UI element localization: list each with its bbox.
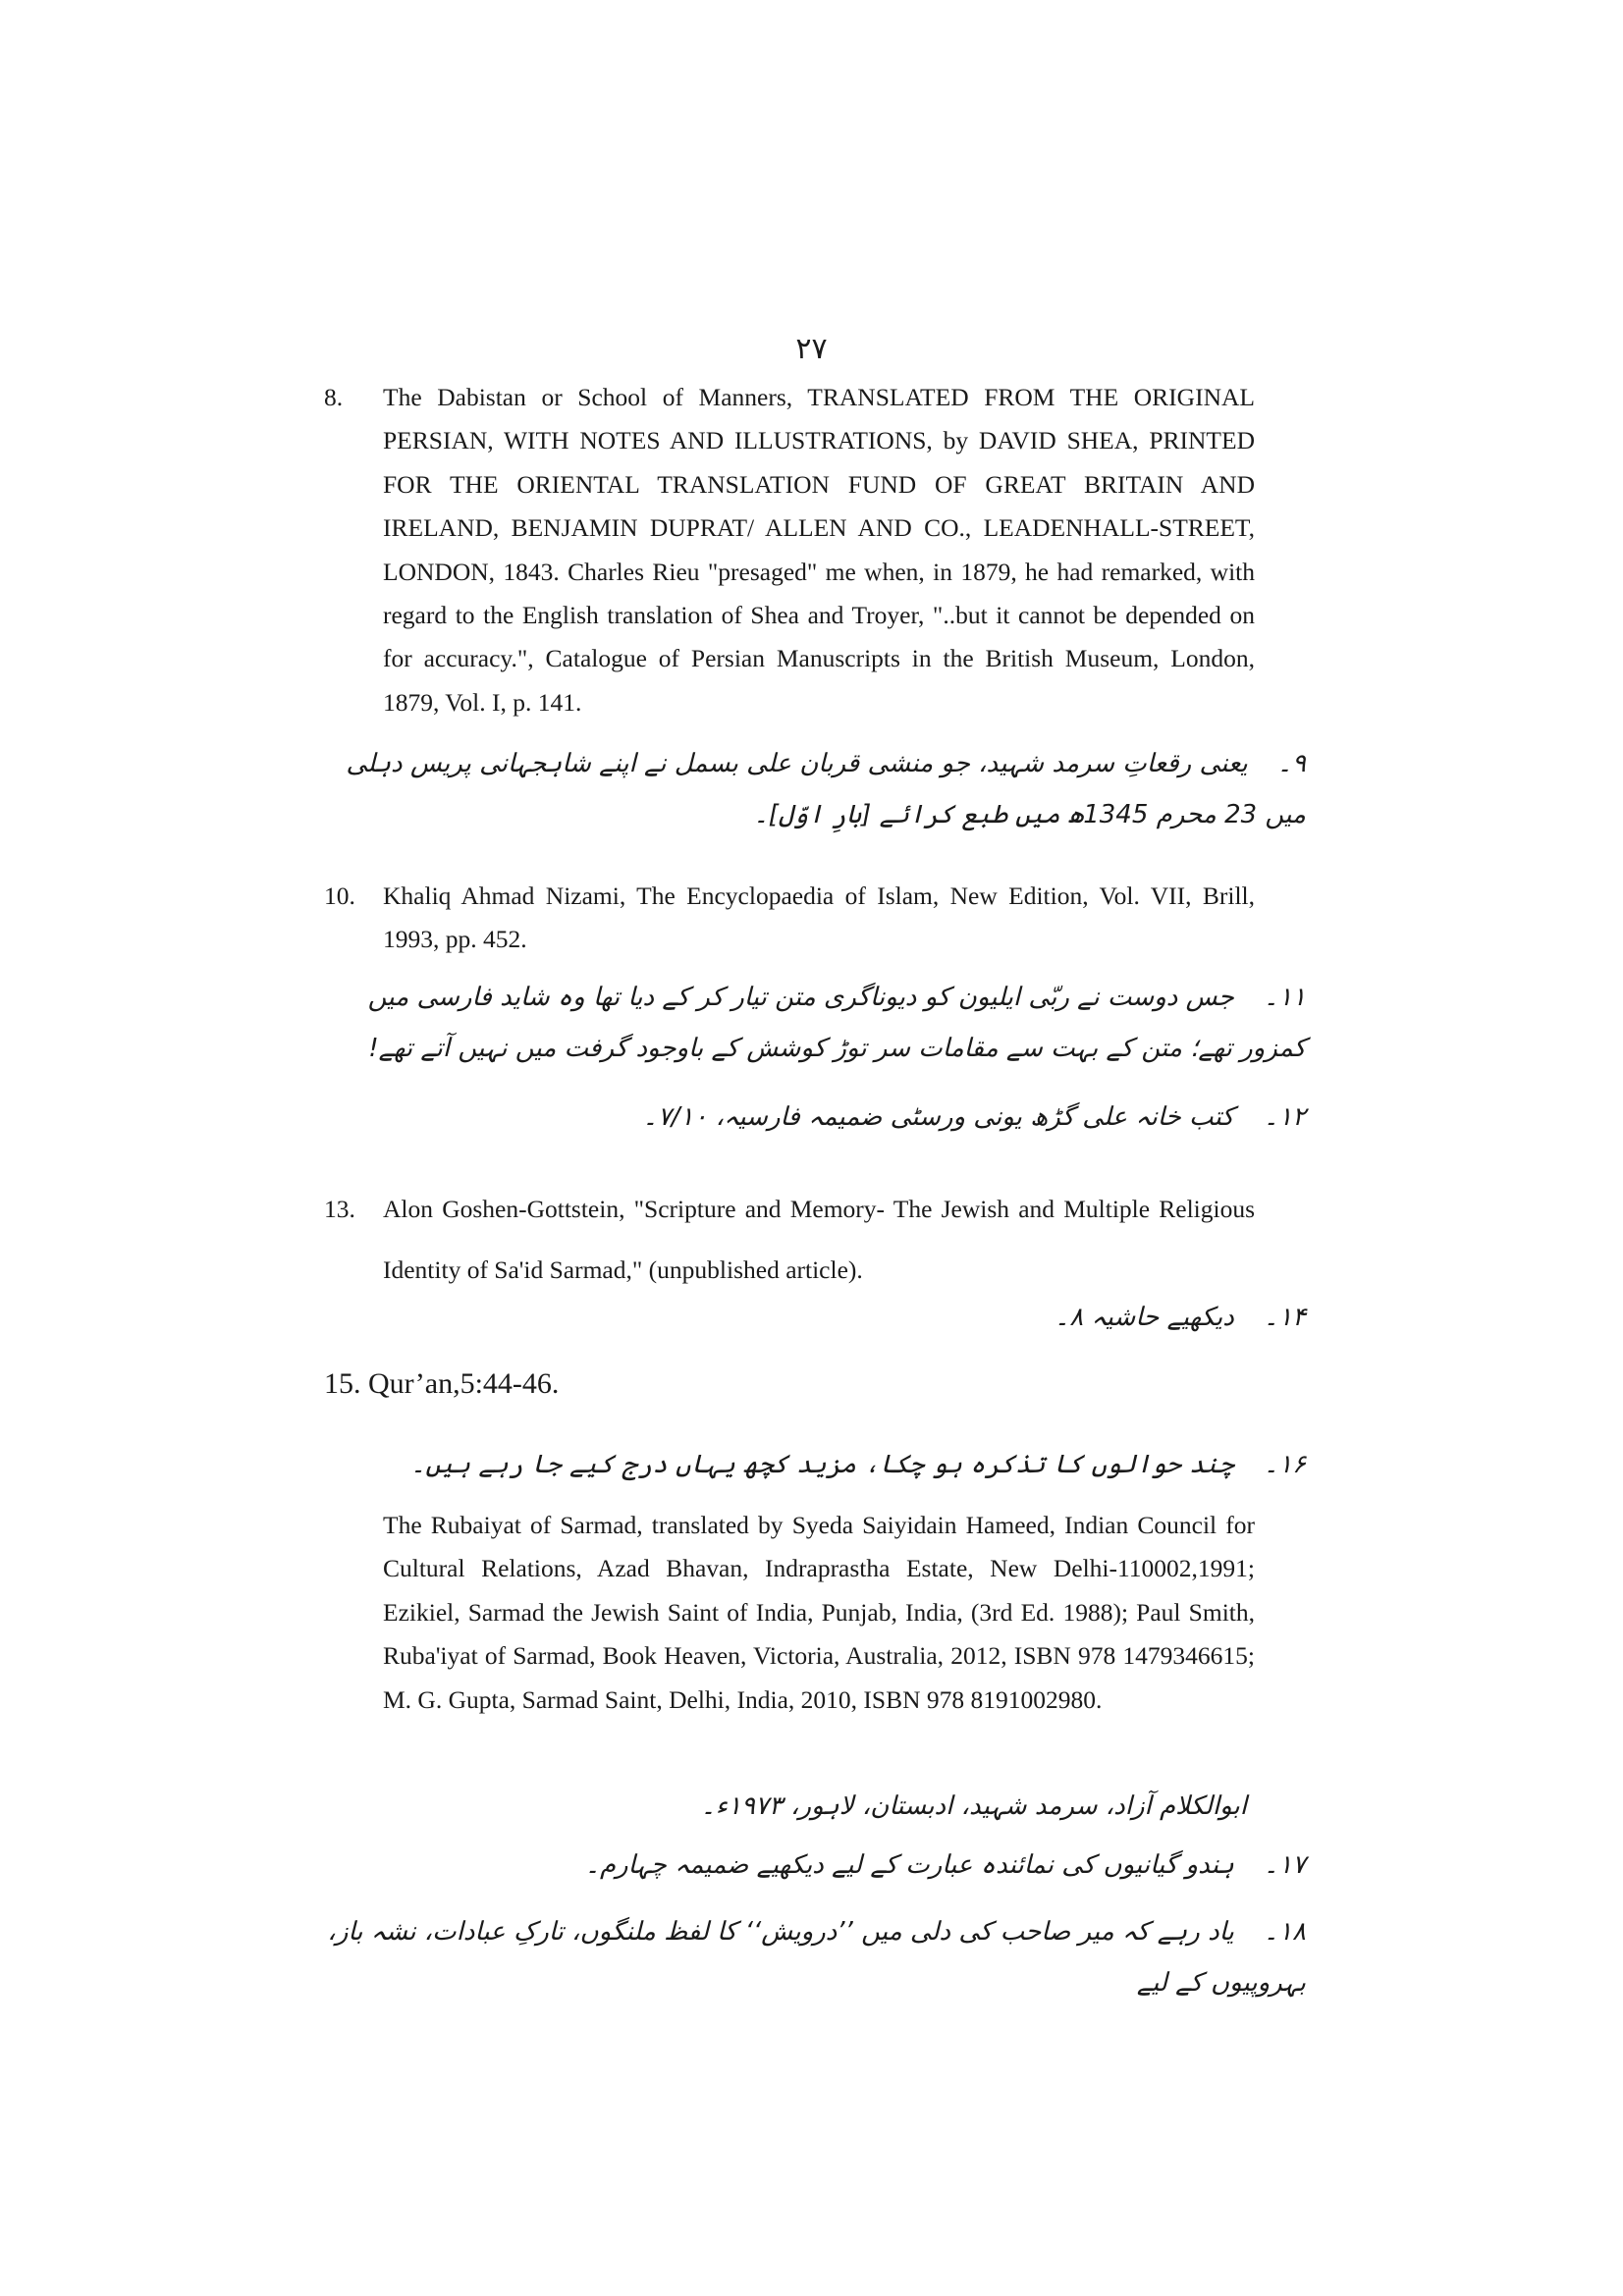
footnote-number: 10.: [324, 881, 355, 910]
footnote-text: جس دوست نے ربّی ایلیون کو دیوناگری متن تیار کر کے دیا تھا وہ شاید فارسی میں کمزور تھے؛ متن کے بہت سے مقامات سر توڑ کوشش کے باوجود گرفت میں نہیں آتے تھے!: [367, 983, 1306, 1063]
footnote-text: Qur’an,5:44-46.: [368, 1367, 560, 1400]
footnote-13: [324, 1179, 1255, 1301]
footnote-text: یاد رہے کہ میر صاحب کی دلی میں ’’درویش‘‘ کا لفظ ملنگوں، تارکِ عبادات، نشہ باز، بہروپیوں کے لیے: [327, 1917, 1306, 1998]
footnote-text: دیکھیے حاشیہ ۸۔: [1054, 1303, 1234, 1332]
footnote-16-references: [383, 1504, 1255, 1722]
footnote-text: The Rubaiyat of Sarmad, translated by Syeda Saiyidain Hameed, Indian Council for Cultural Relations, Azad Bhavan, Indraprastha Estate, New Delhi-110002,1991; Ezikiel, Sarmad the Jewish Saint of India, Punjab, India, (3rd Ed. 1988); Paul Smith, Ruba'iyat of Sarmad, Book Heaven, Victoria, Australia, 2012, ISBN 978 1479346615; M. G. Gupta, Sarmad Saint, Delhi, India, 2010, ISBN 978 8191002980.: [383, 1511, 1255, 1714]
footnote-number: ۱۴۔: [1263, 1303, 1306, 1332]
footnote-text: چند حوالوں کا تذکرہ ہو چکا، مزید کچھ یہاں درج کیے جا رہے ہیں۔: [410, 1450, 1234, 1479]
footnote-text: The Dabistan or School of Manners, TRANSLATED FROM THE ORIGINAL PERSIAN, WITH NOTES AND ILLUSTRATIONS, by DAVID SHEA, PRINTED FOR THE ORIENTAL TRANSLATION FUND OF GREAT BRITAIN AND IRELAND, BENJAMIN DUPRAT/ ALLEN AND CO., LEADENHALL-STREET, LONDON, 1843. Charles Rieu "presaged" me when, in 1879, he had remarked, with regard to the English translation of Shea and Troyer, "..but it cannot be depended on for accuracy.", Catalogue of Persian Manuscripts in the British Museum, London, 1879, Vol. I, p. 141.: [383, 383, 1255, 717]
footnote-text: Alon Goshen-Gottstein, "Scripture and Memory- The Jewish and Multiple Religious Identity of Sa'id Sarmad," (unpublished article).: [383, 1195, 1255, 1284]
footnote-17: [324, 1840, 1306, 1891]
footnote-number: 13.: [324, 1195, 355, 1223]
footnote-15: [324, 1367, 559, 1401]
footnote-number: ۱۸۔: [1263, 1917, 1306, 1947]
footnote-number: ۱۲۔: [1263, 1102, 1306, 1132]
footnote-9: [324, 738, 1306, 840]
page-number: ۲۷: [795, 332, 828, 366]
footnote-number: ۱۷۔: [1263, 1850, 1306, 1880]
footnote-number: ۱۱۔: [1263, 983, 1306, 1012]
footnote-text: کتب خانہ علی گڑھ یونی ورسٹی ضمیمہ فارسیہ، ۷/۱۰۔: [642, 1102, 1234, 1132]
footnote-number: 8.: [324, 383, 344, 411]
footnote-text: Khaliq Ahmad Nizami, The Encyclopaedia of Islam, New Edition, Vol. VII, Brill, 1993, pp. 452.: [383, 881, 1255, 954]
footnote-text: ہندو گیانیوں کی نمائندہ عبارت کے لیے دیکھیے ضمیمہ چہارم۔: [584, 1850, 1234, 1880]
footnote-16: [324, 1439, 1306, 1490]
footnote-16-urdu-reference: [324, 1781, 1247, 1832]
footnote-number: ۹۔: [1276, 749, 1306, 778]
footnote-11: [324, 972, 1306, 1074]
footnote-text: یعنی رقعاتِ سرمد شہید، جو منشی قربان علی بسمل نے اپنے شاہجہانی پریس دہلی میں 23 محرم 1345ھ میں طبع کرائے [بارِ اوّل]۔: [346, 749, 1306, 829]
footnote-12: [324, 1092, 1306, 1143]
footnote-8: [324, 376, 1255, 724]
footnote-10: [324, 875, 1255, 962]
footnote-text: ابوالکلام آزاد، سرمد شہید، ادبستان، لاہور، ۱۹۷۳ء۔: [700, 1791, 1247, 1821]
footnote-18: [324, 1906, 1306, 2008]
footnote-14: [324, 1292, 1306, 1343]
footnote-number: ۱۶۔: [1263, 1450, 1306, 1479]
footnote-number: 15.: [324, 1367, 361, 1400]
